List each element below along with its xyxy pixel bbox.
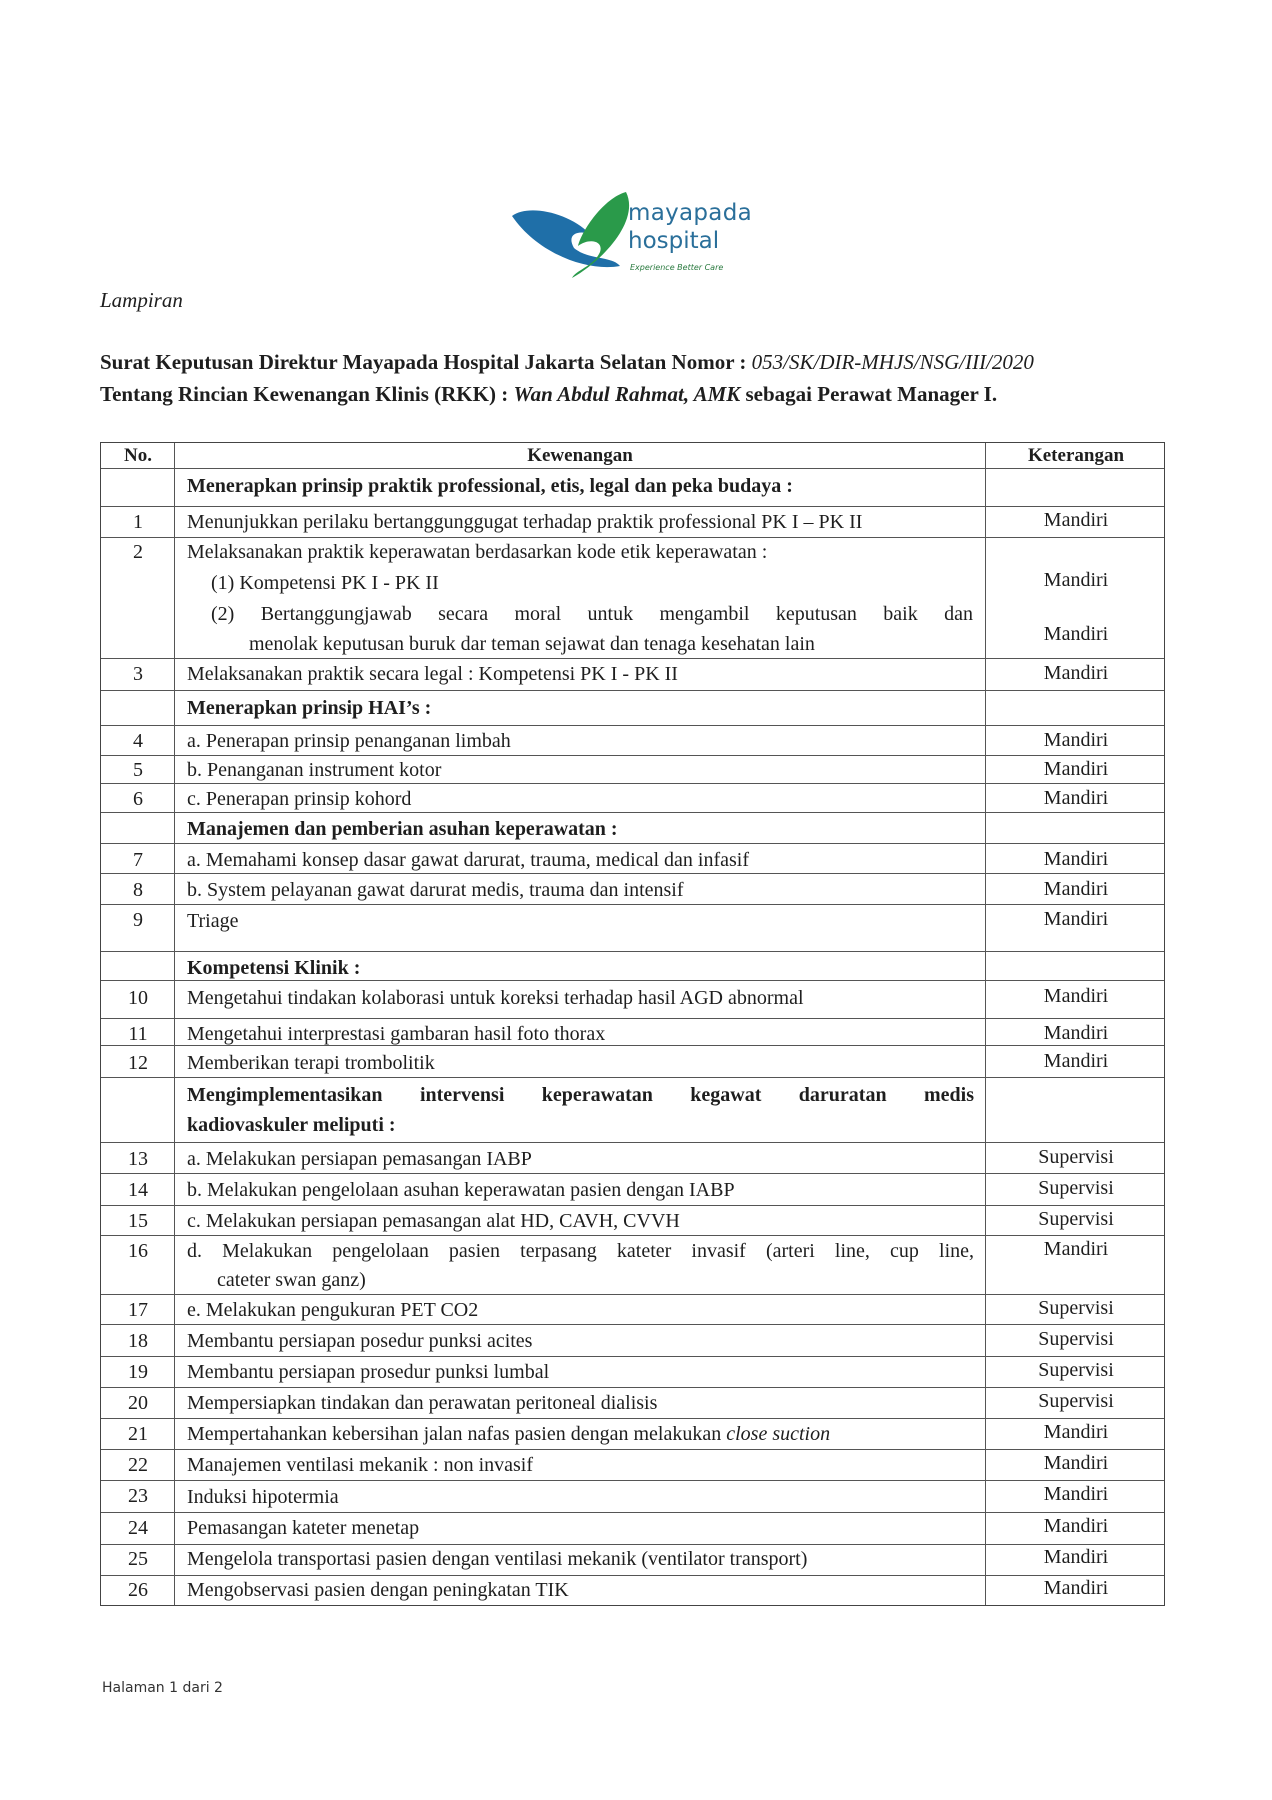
row-text: Melaksanakan praktik secara legal : Kompetensi PK I - PK II	[187, 663, 678, 685]
row-divider	[101, 812, 1164, 813]
row-number: 6	[133, 788, 143, 810]
row-divider	[101, 1077, 1164, 1078]
row-status: Mandiri	[1043, 878, 1109, 900]
row-text: Mengetahui tindakan kolaborasi untuk koreksi terhadap hasil AGD abnormal	[187, 987, 804, 1009]
row-subitem: (1) Kompetensi PK I - PK II	[211, 572, 439, 594]
row-text: Triage	[187, 910, 239, 932]
row-status: Mandiri	[1043, 985, 1109, 1007]
row-number: 2	[133, 541, 143, 563]
row-status: Supervisi	[1038, 1328, 1114, 1350]
row-divider	[101, 1324, 1164, 1325]
row-divider	[101, 537, 1164, 538]
row-number: 19	[128, 1361, 148, 1383]
row-number: 25	[128, 1548, 148, 1570]
row-number: 20	[128, 1392, 148, 1414]
row-divider	[101, 1205, 1164, 1206]
row-divider	[101, 904, 1164, 905]
row-status: Supervisi	[1038, 1297, 1114, 1319]
row-status: Supervisi	[1038, 1390, 1114, 1412]
row-number: 4	[133, 730, 143, 752]
row-text: Mengelola transportasi pasien dengan ventilasi mekanik (ventilator transport)	[187, 1548, 808, 1570]
page-footer: Halaman 1 dari 2	[102, 1680, 223, 1696]
row-number: 16	[128, 1240, 148, 1262]
row-number: 22	[128, 1454, 148, 1476]
row-number: 26	[128, 1579, 148, 1601]
lampiran-label: Lampiran	[100, 288, 183, 312]
row-status: Mandiri	[1043, 1546, 1109, 1568]
row-number: 24	[128, 1517, 148, 1539]
row-divider	[101, 1418, 1164, 1419]
row-text: a. Penerapan prinsip penanganan limbah	[187, 730, 511, 752]
logo-text-mayapada: mayapada	[628, 200, 752, 226]
row-text: Induksi hipotermia	[187, 1486, 339, 1508]
row-divider	[101, 1387, 1164, 1388]
logo-text-hospital: hospital	[628, 228, 720, 254]
row-divider	[101, 1449, 1164, 1450]
row-subitem: menolak keputusan buruk dar teman sejawat dan tenaga kesehatan lain	[249, 633, 815, 655]
row-text-main: Mempertahankan kebersihan jalan nafas pasien dengan melakukan	[187, 1423, 727, 1445]
section-heading: Manajemen dan pemberian asuhan keperawatan :	[187, 818, 618, 840]
row-divider	[101, 1512, 1164, 1513]
row-number: 18	[128, 1330, 148, 1352]
row-divider	[101, 951, 1164, 952]
row-status: Mandiri	[1043, 1238, 1109, 1260]
row-text: b. Penanganan instrument kotor	[187, 759, 442, 781]
row-divider	[101, 1356, 1164, 1357]
header-keterangan: Keterangan	[1027, 445, 1125, 466]
row-number: 14	[128, 1179, 148, 1201]
row-status: Mandiri	[1043, 1452, 1109, 1474]
row-status: Mandiri	[1043, 848, 1109, 870]
row-divider	[101, 1294, 1164, 1295]
row-status: Mandiri	[1043, 1577, 1109, 1599]
row-number: 9	[133, 909, 143, 931]
row-text-italic: close suction	[726, 1423, 831, 1445]
row-text: Menunjukkan perilaku bertanggunggugat terhadap praktik professional PK I – PK II	[187, 511, 863, 533]
row-text: c. Penerapan prinsip kohord	[187, 788, 412, 810]
section-heading: Kompetensi Klinik :	[187, 957, 361, 979]
decree-number: 053/SK/DIR-MHJS/NSG/III/2020	[751, 350, 1034, 374]
row-text: Melaksanakan praktik keperawatan berdasarkan kode etik keperawatan :	[187, 541, 768, 563]
row-status: Supervisi	[1038, 1359, 1114, 1381]
decree-subject: Tentang Rincian Kewenangan Klinis (RKK) :	[100, 382, 514, 406]
row-status: Mandiri	[1043, 1022, 1109, 1044]
row-divider	[101, 1142, 1164, 1143]
row-number: 11	[128, 1023, 148, 1045]
row-status: Mandiri	[1043, 569, 1109, 591]
row-divider	[101, 1575, 1164, 1576]
decree-title-line2	[100, 382, 997, 407]
section-heading-cont: kadiovaskuler meliputi :	[187, 1114, 396, 1136]
row-divider	[101, 980, 1164, 981]
staff-name: Wan Abdul Rahmat, AMK	[513, 382, 741, 406]
row-number: 13	[128, 1148, 148, 1170]
header-kewenangan: Kewenangan	[527, 445, 633, 466]
row-status: Mandiri	[1043, 1515, 1109, 1537]
row-status: Mandiri	[1043, 787, 1109, 809]
row-divider	[101, 506, 1164, 507]
row-number: 3	[133, 663, 143, 685]
row-text: Mempersiapkan tindakan dan perawatan peritoneal dialisis	[187, 1392, 658, 1414]
row-status: Mandiri	[1043, 1483, 1109, 1505]
header-no: No.	[124, 445, 152, 466]
row-text: a. Memahami konsep dasar gawat darurat, trauma, medical dan infasif	[187, 849, 750, 871]
row-text: e. Melakukan pengukuran PET CO2	[187, 1299, 479, 1321]
row-divider	[101, 725, 1164, 726]
decree-title-text: Surat Keputusan Direktur Mayapada Hospital Jakarta Selatan Nomor :	[100, 350, 752, 374]
row-divider	[101, 658, 1164, 659]
row-divider	[101, 755, 1164, 756]
row-divider	[101, 1544, 1164, 1545]
row-divider	[101, 690, 1164, 691]
row-text: b. System pelayanan gawat darurat medis, trauma dan intensif	[187, 879, 684, 901]
row-divider	[101, 1173, 1164, 1174]
row-text: Membantu persiapan posedur punksi acites	[187, 1330, 533, 1352]
row-status: Mandiri	[1043, 729, 1109, 751]
row-divider	[101, 1018, 1164, 1019]
row-number: 15	[128, 1210, 148, 1232]
row-number: 12	[128, 1052, 148, 1074]
row-status: Mandiri	[1043, 1421, 1109, 1443]
row-divider	[101, 783, 1164, 784]
row-text: d. Melakukan pengelolaan pasien terpasang kateter invasif (arteri line, cup line,	[187, 1240, 974, 1262]
row-number: 10	[128, 987, 148, 1009]
row-number: 21	[128, 1423, 148, 1445]
section-heading: Menerapkan prinsip praktik professional, etis, legal dan peka budaya :	[187, 475, 793, 497]
row-text: Mengetahui interprestasi gambaran hasil foto thorax	[187, 1023, 606, 1045]
row-text: Membantu persiapan prosedur punksi lumbal	[187, 1361, 550, 1383]
row-number: 8	[133, 879, 143, 901]
row-status: Supervisi	[1038, 1146, 1114, 1168]
row-divider	[101, 843, 1164, 844]
row-status: Supervisi	[1038, 1208, 1114, 1230]
row-divider	[101, 1235, 1164, 1236]
section-heading: Mengimplementasikan intervensi keperawatan kegawat daruratan medis	[187, 1084, 974, 1106]
row-number: 7	[133, 849, 143, 871]
row-text: Mengobservasi pasien dengan peningkatan TIK	[187, 1579, 569, 1601]
row-status: Supervisi	[1038, 1177, 1114, 1199]
row-number: 1	[133, 511, 143, 533]
row-subitem: (2) Bertanggungjawab secara moral untuk mengambil keputusan baik dan	[211, 603, 973, 625]
row-number: 17	[128, 1299, 148, 1321]
row-number: 5	[133, 759, 143, 781]
row-divider	[101, 1480, 1164, 1481]
row-divider	[101, 468, 1164, 469]
row-status: Mandiri	[1043, 509, 1109, 531]
row-text-cont: cateter swan ganz)	[217, 1269, 366, 1291]
row-divider	[101, 1045, 1164, 1046]
row-text: b. Melakukan pengelolaan asuhan keperawatan pasien dengan IABP	[187, 1179, 735, 1201]
row-status: Mandiri	[1043, 758, 1109, 780]
section-heading: Menerapkan prinsip HAI’s :	[187, 697, 432, 719]
row-status: Mandiri	[1043, 623, 1109, 645]
staff-role: sebagai Perawat Manager I.	[740, 382, 998, 406]
row-text: Pemasangan kateter menetap	[187, 1517, 420, 1539]
row-number: 23	[128, 1485, 148, 1507]
row-status: Mandiri	[1043, 1050, 1109, 1072]
row-text	[187, 1423, 830, 1445]
row-text: a. Melakukan persiapan pemasangan IABP	[187, 1148, 532, 1170]
decree-title-line1	[100, 350, 1034, 375]
logo-tagline: Experience Better Care	[630, 263, 724, 272]
clinical-authority-table	[100, 442, 1165, 1606]
row-text: c. Melakukan persiapan pemasangan alat HD, CAVH, CVVH	[187, 1210, 680, 1232]
row-status: Mandiri	[1043, 908, 1109, 930]
row-divider	[101, 873, 1164, 874]
row-status: Mandiri	[1043, 662, 1109, 684]
row-text: Manajemen ventilasi mekanik : non invasif	[187, 1454, 534, 1476]
row-text: Memberikan terapi trombolitik	[187, 1052, 435, 1074]
